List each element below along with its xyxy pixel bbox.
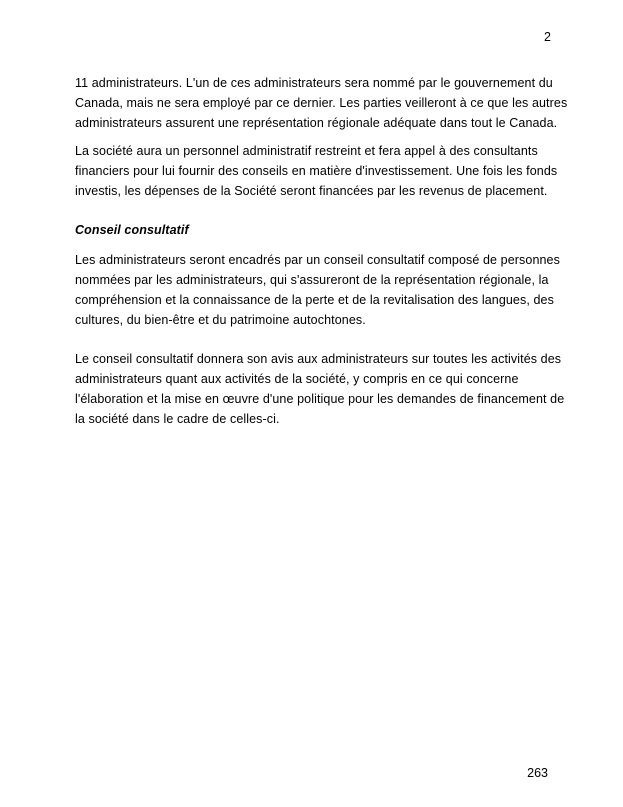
paragraph-directors-appointment xyxy=(75,73,567,133)
section-heading-conseil-consultatif: Conseil consultatif xyxy=(75,223,189,237)
text-line: financiers pour lui fournir des conseils en matière d'investissement. Une fois les fonds xyxy=(75,164,558,178)
text-line: la société dans le cadre de celles-ci. xyxy=(75,412,280,426)
text-line: Le conseil consultatif donnera son avis aux administrateurs sur toutes les activités des xyxy=(75,352,562,366)
text-line: administrateurs quant aux activités de la société, y compris en ce qui concerne xyxy=(75,372,519,386)
text-line: 11 administrateurs. L'un de ces administrateurs sera nommé par le gouvernement du xyxy=(75,76,553,90)
paragraph-advisory-board-composition xyxy=(75,250,560,330)
page-number-footer: 263 xyxy=(527,766,548,780)
paragraph-advisory-board-advice xyxy=(75,349,564,429)
text-line: compréhension et la connaissance de la perte et de la revitalisation des langues, des xyxy=(75,293,554,307)
text-line: La société aura un personnel administratif restreint et fera appel à des consultants xyxy=(75,144,538,158)
text-line: Les administrateurs seront encadrés par un conseil consultatif composé de personnes xyxy=(75,253,560,267)
text-line: investis, les dépenses de la Société seront financées par les revenus de placement. xyxy=(75,184,548,198)
text-line: nommées par les administrateurs, qui s'assureront de la représentation régionale, la xyxy=(75,273,549,287)
page-number-header: 2 xyxy=(544,30,551,44)
text-line: cultures, du bien-être et du patrimoine autochtones. xyxy=(75,313,366,327)
text-line: l'élaboration et la mise en œuvre d'une politique pour les demandes de financement de xyxy=(75,392,565,406)
text-line: Canada, mais ne sera employé par ce dernier. Les parties veilleront à ce que les autres xyxy=(75,96,568,110)
text-line: administrateurs assurent une représentation régionale adéquate dans tout le Canada. xyxy=(75,116,558,130)
paragraph-administrative-staff xyxy=(75,141,557,201)
